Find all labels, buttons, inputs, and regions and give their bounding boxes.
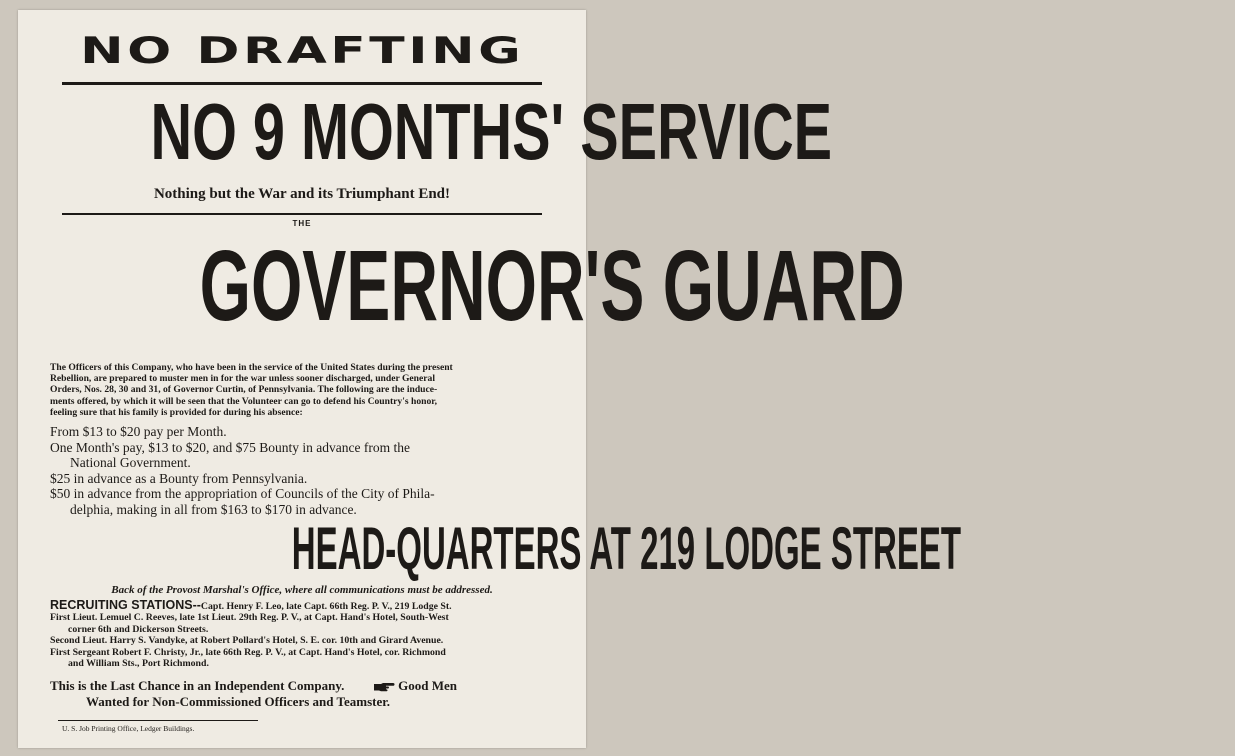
stations-label: RECRUITING STATIONS-- (50, 598, 201, 612)
pay-line: One Month's pay, $13 to $20, and $75 Bounty in advance from the (50, 439, 410, 455)
closing-line-1: This is the Last Chance in an Independent Company. (50, 678, 345, 693)
intro-line: Rebellion, are prepared to muster men in for the war unless sooner discharged, under General (50, 373, 435, 385)
company-name-wrap (18, 224, 905, 348)
pay-line: $50 in advance from the appropriation of Councils of the City of Phila- (50, 486, 435, 502)
stations-first: Capt. Henry F. Leo, late Capt. 66th Reg. P. V., 219 Lodge St. (200, 601, 452, 612)
the-label: THE (292, 219, 312, 228)
station-line: First Sergeant Robert F. Christy, Jr., late 66th Reg. P. V., at Capt. Hand's Hotel, cor. Richmond (50, 646, 446, 658)
station-line: Second Lieut. Harry S. Vandyke, at Robert Pollard's Hotel, S. E. cor. 10th and Girard Avenue. (50, 635, 444, 647)
headline-no-nine-months: NO 9 MONTHS' SERVICE (150, 87, 833, 176)
station-line: and William Sts., Port Richmond. (68, 658, 209, 670)
footer-rule (58, 720, 258, 721)
rule-2 (62, 213, 542, 215)
closing-line-1-wrap (50, 678, 580, 694)
pay-line: delphia, making in all from $163 to $170 in advance. (70, 501, 357, 517)
closing-line-2: Wanted for Non-Commissioned Officers and Teamster. (86, 694, 391, 709)
recruiting-stations (50, 600, 570, 669)
closing-right: Good Men (398, 678, 458, 693)
pay-line: From $13 to $20 pay per Month. (50, 424, 227, 439)
hq-heading: HEAD-QUARTERS AT 219 LODGE STREET (291, 515, 962, 582)
intro-line: feeling sure that his family is provided for during his absence: (50, 406, 303, 418)
station-line: First Lieut. Lemuel C. Reeves, late 1st Lieut. 29th Reg. P. V., at Capt. Hand's Hotel, South-West (50, 612, 449, 624)
printer-credit: U. S. Job Printing Office, Ledger Buildings. (62, 724, 195, 733)
headline-no-nine-months-wrap (18, 86, 833, 178)
station-line: corner 6th and Dickerson Streets. (68, 623, 209, 635)
hq-heading-wrap (18, 514, 962, 584)
tagline: Nothing but the War and its Triumphant End! (153, 186, 451, 202)
intro-paragraph (50, 362, 562, 418)
intro-line: ments offered, by which it will be seen that the Volunteer can go to defend his Country's honor, (50, 395, 438, 407)
headline-no-drafting: NO DRAFTING (79, 30, 525, 72)
stations-first-line (50, 600, 570, 612)
pointing-hand-icon (373, 682, 395, 692)
closing (50, 678, 580, 710)
hq-subline: Back of the Provost Marshal's Office, where all communications must be addressed. (111, 584, 493, 596)
pay-list (50, 424, 570, 518)
headline-no-drafting-wrap (18, 30, 586, 81)
pay-line: $25 in advance as a Bounty from Pennsylvania. (50, 470, 308, 486)
intro-line: The Officers of this Company, who have been in the service of the United States during the present (50, 362, 453, 373)
rule-1 (62, 82, 542, 85)
company-name: GOVERNOR'S GUARD (199, 230, 905, 342)
intro-line: Orders, Nos. 28, 30 and 31, of Governor Curtin, of Pennsylvania. The following are the induce- (50, 384, 438, 396)
poster (18, 10, 962, 748)
pay-line: National Government. (70, 455, 191, 471)
